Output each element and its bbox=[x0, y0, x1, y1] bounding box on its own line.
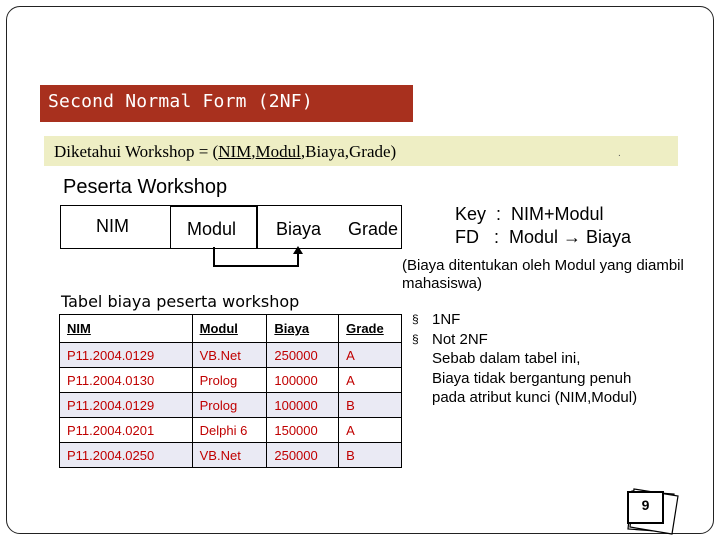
table-row bbox=[60, 343, 402, 368]
table-cell: B bbox=[339, 393, 402, 418]
table-cell: P11.2004.0130 bbox=[60, 368, 193, 393]
table-cell: A bbox=[339, 368, 402, 393]
given-suffix: ,Biaya,Grade) bbox=[300, 142, 397, 161]
table-row bbox=[60, 368, 402, 393]
page-number: 9 bbox=[641, 497, 650, 513]
key-fd-block bbox=[455, 203, 631, 249]
slide-title: Second Normal Form (2NF) bbox=[48, 91, 313, 112]
table-row bbox=[60, 443, 402, 468]
peserta-title: Peserta Workshop bbox=[63, 176, 228, 198]
table-cell: A bbox=[339, 418, 402, 443]
table-row bbox=[60, 393, 402, 418]
header-cell-nim: NIM bbox=[96, 216, 129, 236]
table-cell: Delphi 6 bbox=[192, 418, 267, 443]
header-cell-modul: Modul bbox=[187, 219, 237, 239]
given-dot: . bbox=[618, 148, 621, 159]
header-cell-grade: Grade bbox=[348, 219, 399, 239]
bullet-item: § 1NF bbox=[412, 310, 637, 330]
reason-line: Sebab dalam tabel ini, bbox=[432, 350, 581, 367]
key-line: Key : NIM+Modul bbox=[455, 204, 604, 224]
table-header-cell: Modul bbox=[192, 315, 267, 343]
table-cell: 100000 bbox=[267, 393, 339, 418]
table-cell: P11.2004.0201 bbox=[60, 418, 193, 443]
tabel-title: Tabel biaya peserta workshop bbox=[61, 292, 300, 311]
table-cell: P11.2004.0250 bbox=[60, 443, 193, 468]
table-cell: B bbox=[339, 443, 402, 468]
table-cell: Prolog bbox=[192, 393, 267, 418]
header-cell-biaya: Biaya bbox=[276, 219, 322, 239]
dependency-arrow-head bbox=[293, 246, 303, 254]
table-cell: 150000 bbox=[267, 418, 339, 443]
bullet-item: § Not 2NF bbox=[412, 330, 637, 350]
table-cell: A bbox=[339, 343, 402, 368]
analysis-bullets bbox=[412, 310, 637, 408]
given-modul: Modul bbox=[255, 142, 301, 161]
fd-line: FD : Modul → Biaya bbox=[455, 227, 632, 247]
table-row bbox=[60, 418, 402, 443]
table-cell: 250000 bbox=[267, 343, 339, 368]
given-sep: , bbox=[251, 142, 256, 161]
dependency-arrow bbox=[200, 240, 315, 275]
dependency-arrow-line bbox=[214, 247, 298, 266]
given-statement bbox=[54, 142, 396, 162]
table-header-cell: NIM bbox=[60, 315, 193, 343]
reason-line: pada atribut kunci (NIM,Modul) bbox=[432, 389, 638, 406]
table-cell: P11.2004.0129 bbox=[60, 393, 193, 418]
table-cell: VB.Net bbox=[192, 343, 267, 368]
table-cell: VB.Net bbox=[192, 443, 267, 468]
biaya-table bbox=[59, 314, 402, 468]
table-header-cell: Grade bbox=[339, 315, 402, 343]
table-cell: 100000 bbox=[267, 368, 339, 393]
table-cell: 250000 bbox=[267, 443, 339, 468]
table-cell: Prolog bbox=[192, 368, 267, 393]
dependency-note: (Biaya ditentukan oleh Modul yang diambil mahasiswa) bbox=[402, 257, 684, 292]
table-header-row bbox=[60, 315, 402, 343]
given-prefix: Diketahui Workshop = ( bbox=[54, 142, 219, 161]
given-nim: NIM bbox=[218, 142, 252, 161]
table-cell: P11.2004.0129 bbox=[60, 343, 193, 368]
reason-line: Biaya tidak bergantung penuh bbox=[432, 369, 632, 387]
table-header-cell: Biaya bbox=[267, 315, 339, 343]
